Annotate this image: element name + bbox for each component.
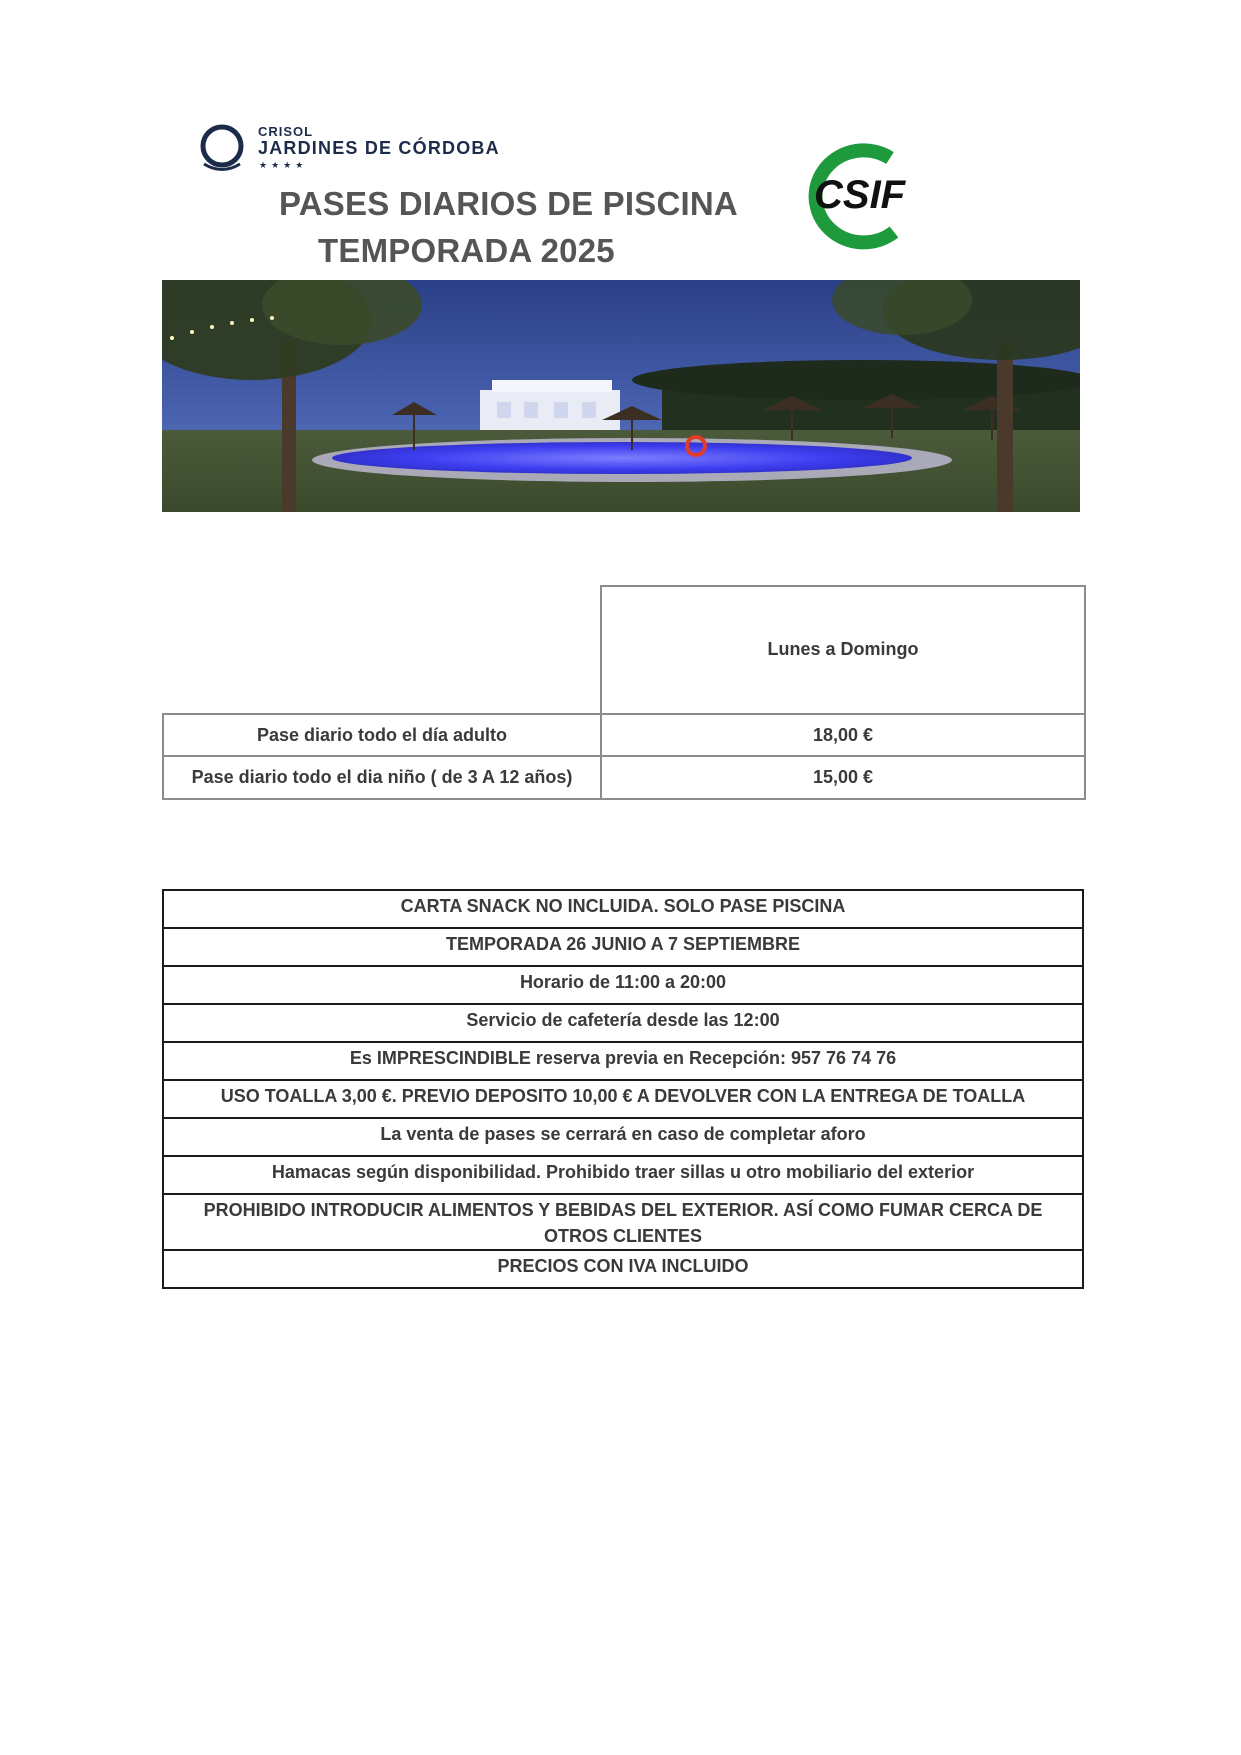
info-row-text: TEMPORADA 26 JUNIO A 7 SEPTIEMBRE bbox=[445, 934, 801, 954]
price-row-label: Pase diario todo el dia niño ( de 3 A 12 años) bbox=[163, 756, 601, 799]
info-row-text: CARTA SNACK NO INCLUIDA. SOLO PASE PISCINA bbox=[400, 896, 846, 916]
info-table bbox=[162, 889, 1084, 1289]
info-row-text: Hamacas según disponibilidad. Prohibido traer sillas u otro mobiliario del exterior bbox=[271, 1162, 975, 1182]
price-table-header-row bbox=[163, 586, 1085, 714]
info-row-text: Es IMPRESCINDIBLE reserva previa en Recepción: 957 76 74 76 bbox=[349, 1048, 897, 1068]
info-row bbox=[163, 1156, 1083, 1194]
hotel-logo bbox=[198, 118, 538, 180]
info-row bbox=[163, 1042, 1083, 1080]
info-row-text: PRECIOS CON IVA INCLUIDO bbox=[497, 1256, 749, 1276]
price-table-corner bbox=[163, 586, 601, 714]
price-row-value: 15,00 € bbox=[601, 756, 1085, 799]
hotel-brand-small: CRISOL bbox=[258, 124, 314, 139]
price-row-value: 18,00 € bbox=[601, 714, 1085, 757]
pool-photo bbox=[162, 280, 1080, 512]
price-row-child bbox=[163, 756, 1085, 799]
info-row-text: Servicio de cafetería desde las 12:00 bbox=[466, 1010, 780, 1030]
hotel-brand-name: JARDINES DE CÓRDOBA bbox=[258, 138, 500, 158]
info-row bbox=[163, 1194, 1083, 1250]
csif-logo-text: CSIF bbox=[814, 173, 906, 217]
info-row-text: PROHIBIDO INTRODUCIR ALIMENTOS Y BEBIDAS DEL EXTERIOR. ASÍ COMO FUMAR CERCA DE OTROS CLIENTES bbox=[203, 1200, 1043, 1246]
csif-logo bbox=[798, 140, 923, 250]
info-row bbox=[163, 966, 1083, 1004]
info-row bbox=[163, 1080, 1083, 1118]
csif-logo-icon bbox=[798, 140, 923, 250]
info-row bbox=[163, 1004, 1083, 1042]
price-table-column-header: Lunes a Domingo bbox=[601, 586, 1085, 714]
price-row-label: Pase diario todo el día adulto bbox=[163, 714, 601, 757]
info-row-text: Horario de 11:00 a 20:00 bbox=[519, 972, 727, 992]
price-row-adult bbox=[163, 714, 1085, 757]
hotel-brand-stars: ★★★★ bbox=[259, 160, 308, 170]
info-row-text: USO TOALLA 3,00 €. PREVIO DEPOSITO 10,00 € A DEVOLVER CON LA ENTREGA DE TOALLA bbox=[220, 1086, 1026, 1106]
price-table bbox=[162, 585, 1086, 800]
hotel-ring-icon bbox=[198, 121, 254, 177]
info-row-text: La venta de pases se cerrará en caso de completar aforo bbox=[380, 1124, 866, 1144]
info-row bbox=[163, 928, 1083, 966]
info-row bbox=[163, 1250, 1083, 1288]
pool-night-photo-icon bbox=[162, 280, 1080, 512]
page-title-line-2: TEMPORADA 2025 bbox=[318, 232, 615, 269]
page-title-line-1: PASES DIARIOS DE PISCINA bbox=[279, 185, 738, 222]
info-row bbox=[163, 890, 1083, 928]
info-row bbox=[163, 1118, 1083, 1156]
